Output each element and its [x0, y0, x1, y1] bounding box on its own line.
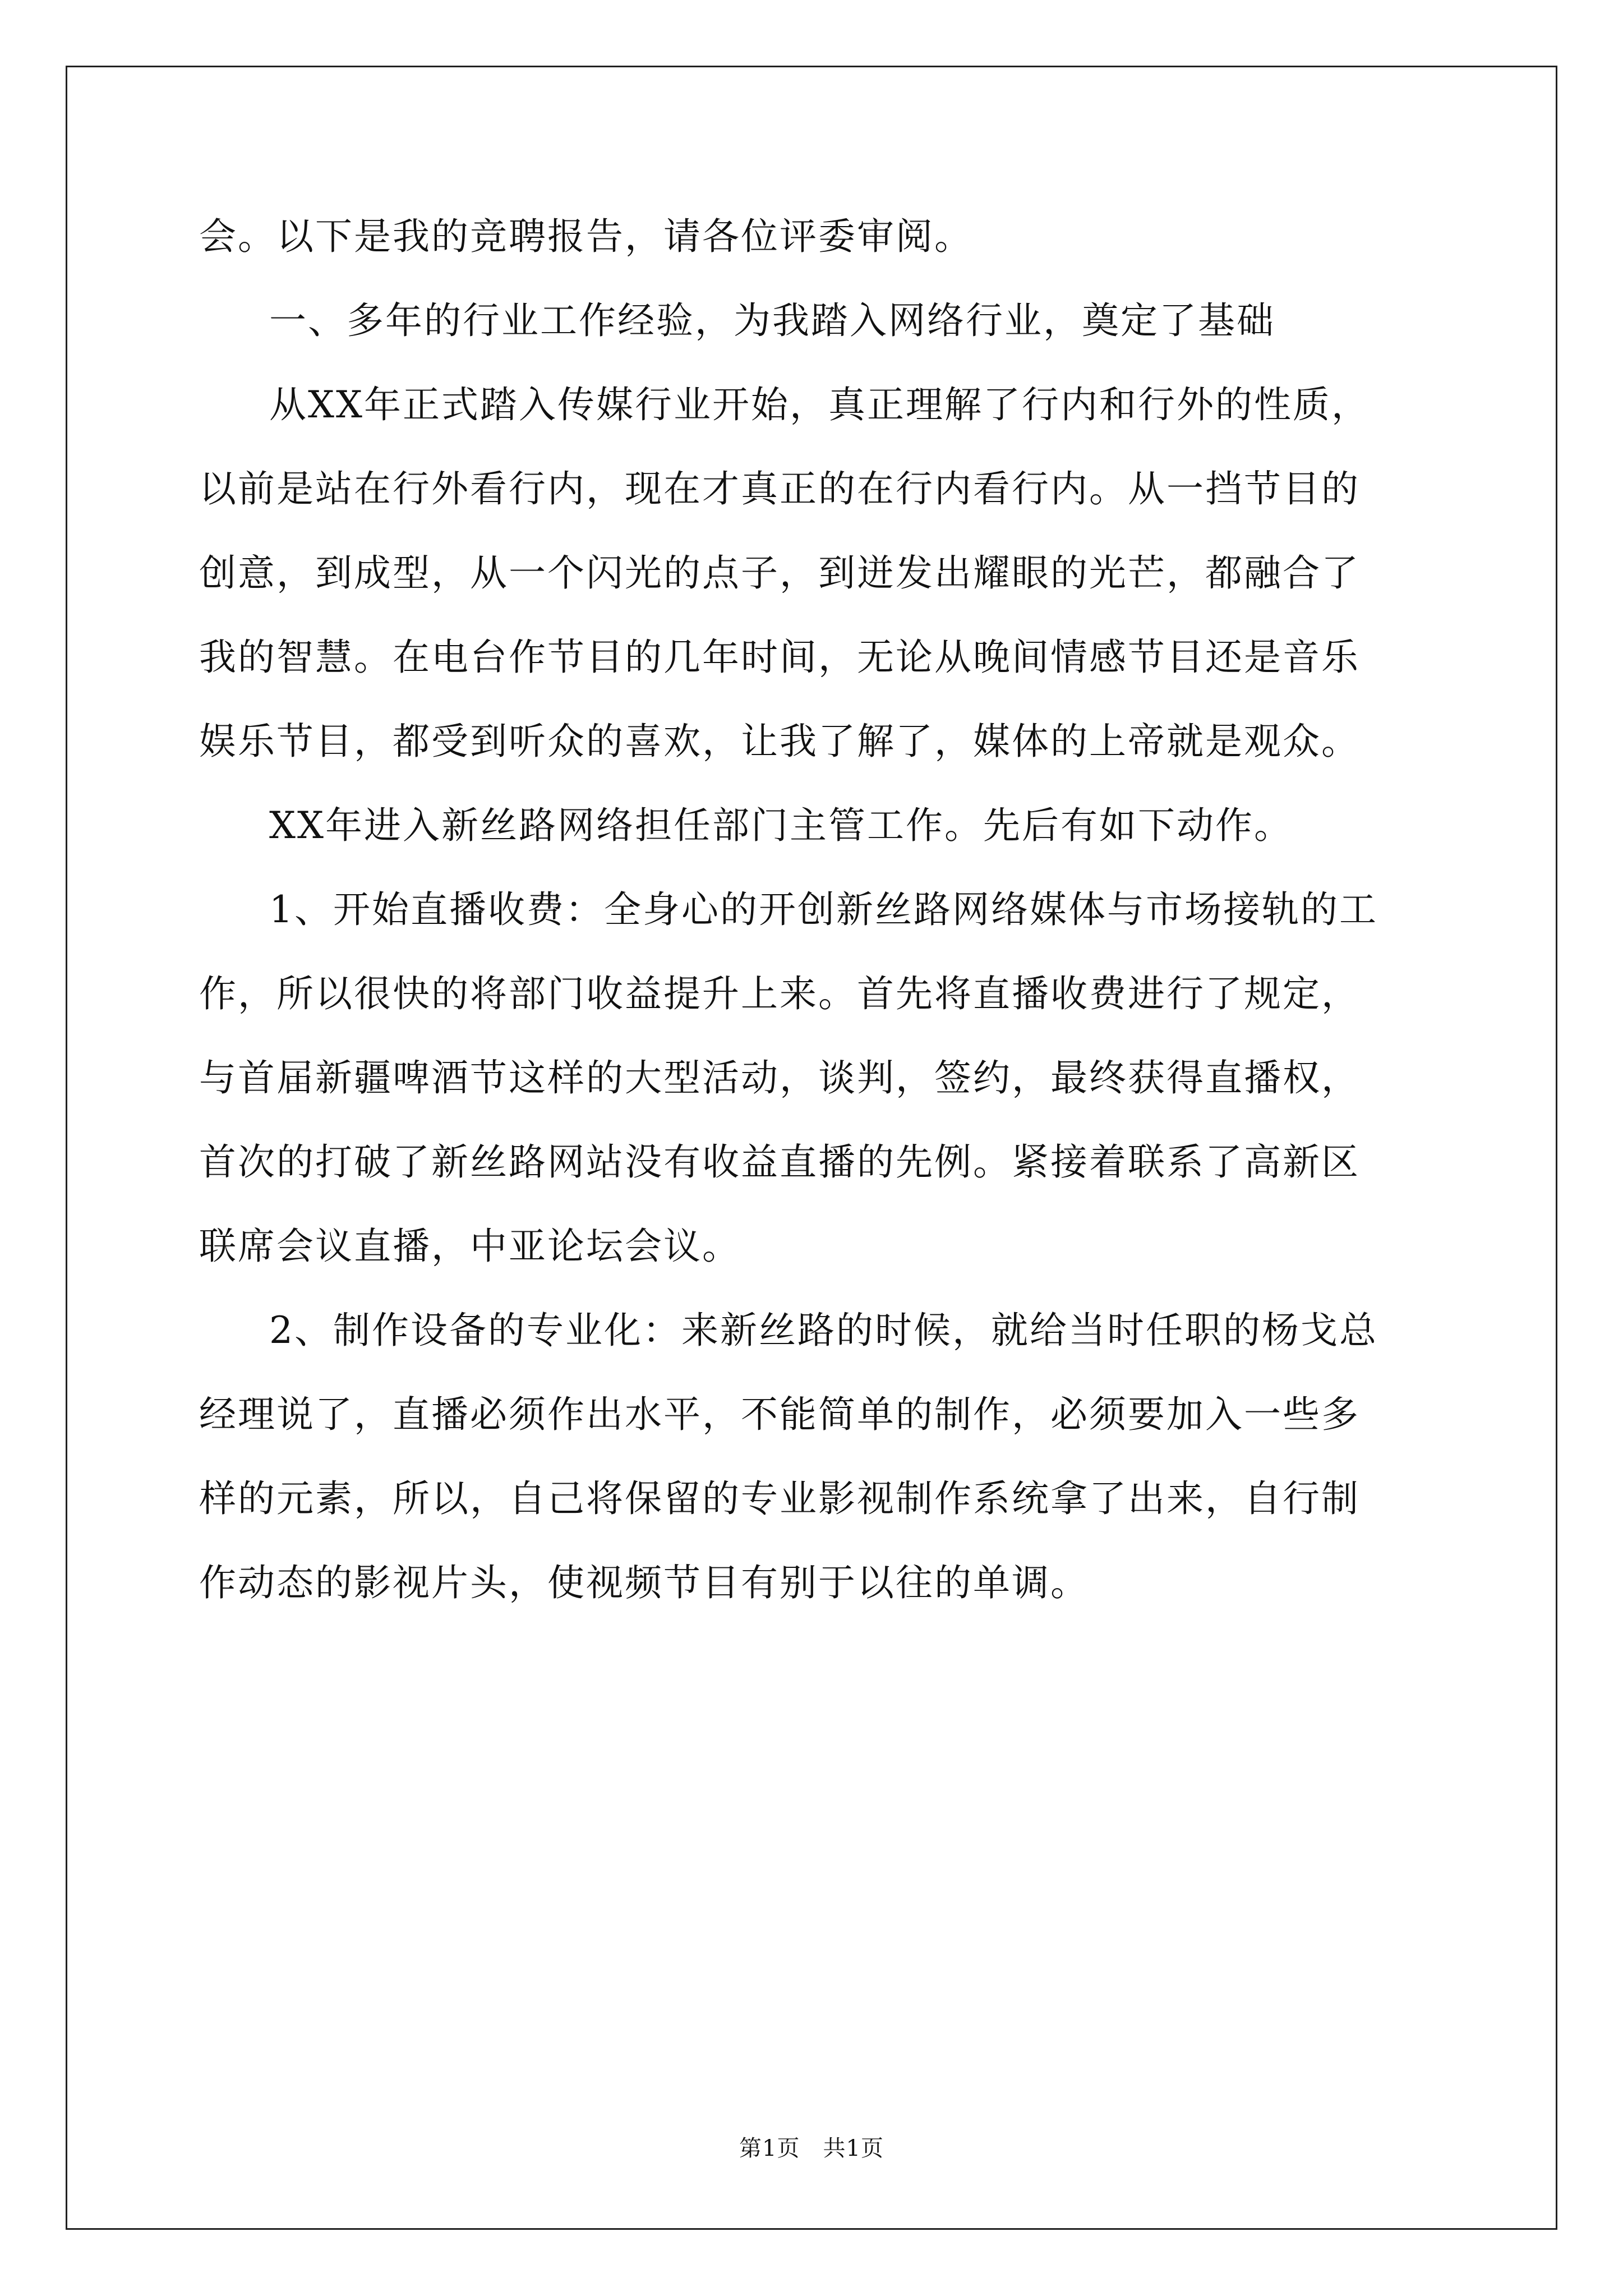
text-line-8: XX年进入新丝路网络担任部门主管工作。先后有如下动作。 [269, 804, 1293, 847]
text-line-11: 与首届新疆啤酒节这样的大型活动，谈判，签约，最终获得直播权， [199, 1056, 1360, 1099]
text-line-5: 创意，到成型，从一个闪光的点子，到迸发出耀眼的光芒，都融合了 [199, 551, 1360, 595]
text-line-3: 从XX年正式踏入传媒行业开始，真正理解了行内和行外的性质， [269, 383, 1370, 426]
text-line-12: 首次的打破了新丝路网站没有收益直播的先例。紧接着联系了高新区 [199, 1140, 1360, 1184]
text-line-9: 1、开始直播收费：全身心的开创新丝路网络媒体与市场接轨的工 [269, 888, 1378, 931]
text-line-6: 我的智慧。在电台作节目的几年时间，无论从晚间情感节目还是音乐 [199, 636, 1360, 679]
text-line-16: 样的元素，所以，自己将保留的专业影视制作系统拿了出来，自行制 [199, 1477, 1360, 1520]
text-line-4: 以前是站在行外看行内，现在才真正的在行内看行内。从一挡节目的 [199, 467, 1360, 510]
text-line-13: 联席会议直播，中亚论坛会议。 [199, 1225, 741, 1268]
page-footer: 第1页 共1页 [739, 2136, 884, 2161]
text-line-17: 作动态的影视片头，使视频节目有别于以往的单调。 [199, 1561, 1089, 1604]
text-line-15: 经理说了，直播必须作出水平，不能简单的制作，必须要加入一些多 [199, 1393, 1360, 1436]
text-line-7: 娱乐节目，都受到听众的喜欢，让我了解了，媒体的上帝就是观众。 [199, 720, 1360, 763]
text-line-14: 2、制作设备的专业化：来新丝路的时候，就给当时任职的杨戈总 [269, 1309, 1378, 1352]
text-line-10: 作，所以很快的将部门收益提升上来。首先将直播收费进行了规定， [199, 972, 1360, 1015]
text-line-1: 会。以下是我的竞聘报告，请各位评委审阅。 [199, 215, 973, 258]
section-heading-1: 一、多年的行业工作经验，为我踏入网络行业，奠定了基础 [269, 299, 1275, 342]
